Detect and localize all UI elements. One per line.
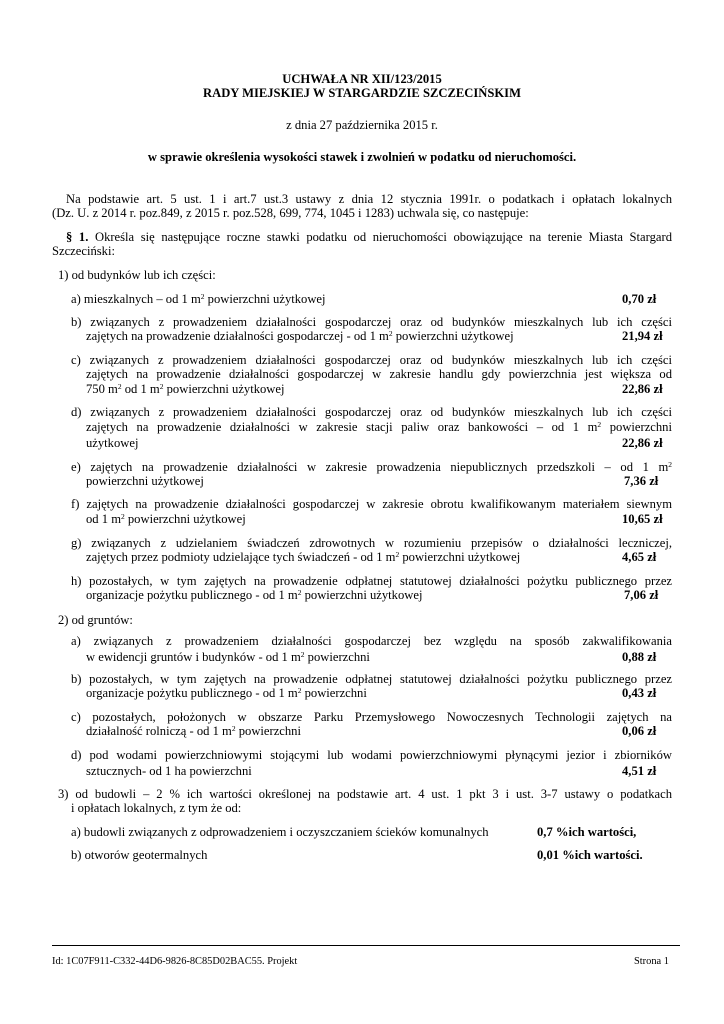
item-1d-amount: 22,86 zł [622,436,663,450]
item-2a-amount: 0,88 zł [622,650,657,664]
preamble-line-1: Na podstawie art. 5 ust. 1 i art.7 ust.3 ustawy z dnia 12 stycznia 1991r. o podatkach i opłatach lokalnych [66,192,672,206]
item-1c-amount: 22,86 zł [622,382,663,396]
item-3b-amount: 0,01 %ich wartości. [537,848,643,862]
resolution-subject: w sprawie określenia wysokości stawek i zwolnień w podatku od nieruchomości. [147,150,577,164]
item-3a-amount: 0,7 %ich wartości, [537,825,637,839]
item-2c-amount: 0,06 zł [622,724,657,738]
item-2d-line-2: sztucznych- od 1 ha powierzchni [86,764,252,778]
item-1d-line-1: d) związanych z prowadzeniem działalności gospodarczej oraz od budynków mieszkalnych lub ich części [71,405,672,419]
page-number: Strona 1 [634,956,669,967]
item-1e-line-2: powierzchni użytkowej [86,474,204,488]
item-1a-line-1: a) mieszkalnych – od 1 $m^2$ powierzchni użytkowej [71,292,326,306]
item-2d-amount: 4,51 zł [622,764,657,778]
item-1f-amount: 10,65 zł [622,512,663,526]
document-id: Id: 1C07F911-C332-44D6-9826-8C85D02BAC55. Projekt [52,956,298,967]
item-2a-line-2: w ewidencji gruntów i budynków - od 1 $m^2$ powierzchni [86,650,370,664]
item-1d-line-3: użytkowej [86,436,139,450]
item-1g-amount: 4,65 zł [622,550,657,564]
item-1e-line-1: e) zajętych na prowadzenie działalności w zakresie prowadzenia niepublicznych przedszkoli – od 1 $m^2$ [71,460,672,474]
item-2c-line-2: działalność rolniczą - od 1 $m^2$ powierzchni [86,724,301,738]
item-2a-line-1: a) związanych z prowadzeniem działalności gospodarczej bez względu na sposób zakwalifikowania [71,634,672,648]
section-2-heading: 2) od gruntów: [58,613,133,627]
item-3b-text: b) otworów geotermalnych [71,848,208,862]
item-1e-amount: 7,36 zł [624,474,659,488]
item-1f-line-2: od 1 $m^2$ powierzchni użytkowej [86,512,246,526]
item-1b-line-2: zajętych na prowadzenie działalności gospodarczej - od 1 $m^2$ powierzchni użytkowej [86,329,514,343]
footer-divider [52,945,680,946]
item-1h-amount: 7,06 zł [624,588,659,602]
item-1f-line-1: f) zajętych na prowadzenie działalności gospodarczej w zakresie obrotu kwalifikowanym materiałem siewnym [71,497,672,511]
item-1c-line-1: c) związanych z prowadzeniem działalności gospodarczej oraz od budynków mieszkalnych lub ich części [71,353,672,367]
paragraph-1-line-2: Szczeciński: [52,244,115,258]
item-1a-amount: 0,70 zł [622,292,657,306]
item-1c-line-3: 750 $m^2$ od 1 $m^2$ powierzchni użytkowej [86,382,285,396]
resolution-title: UCHWAŁA NR XII/123/2015 [282,72,442,86]
item-1c-line-2: zajętych na prowadzenie działalności gospodarczej w zakresie handlu gdy powierzchnia jest większa od [86,367,672,381]
paragraph-1-line-1: § 1. Określa się następujące roczne stawki podatku od nieruchomości obowiązujące na terenie Miasta Stargard [66,230,672,244]
council-name: RADY MIEJSKIEJ W STARGARDZIE SZCZECIŃSKIM [203,86,521,100]
item-2c-line-1: c) pozostałych, położonych w obszarze Parku Przemysłowego Nowoczesnych Technologii zajętych na [71,710,672,724]
item-1h-line-1: h) pozostałych, w tym zajętych na prowadzenie odpłatnej statutowej działalności pożytku publicznego przez [71,574,672,588]
item-2b-amount: 0,43 zł [622,686,657,700]
item-1g-line-1: g) związanych z udzielaniem świadczeń zdrowotnych w rozumieniu przepisów o działalności leczniczej, [71,536,672,550]
item-3a-text: a) budowli związanych z odprowadzeniem i oczyszczaniem ścieków komunalnych [71,825,489,839]
item-2d-line-1: d) pod wodami powierzchniowymi stojącymi lub wodami powierzchniowymi płynącymi jezior i zbiorników [71,748,672,762]
item-2b-line-1: b) pozostałych, w tym zajętych na prowadzenie odpłatnej statutowej działalności pożytku publicznego przez [71,672,672,686]
item-1d-line-2: zajętych na prowadzenie działalności w zakresie stacji paliw oraz bankowości – od 1 $m^2$ powierzchni [86,420,672,434]
section-1-heading: 1) od budynków lub ich części: [58,268,216,282]
resolution-date: z dnia 27 października 2015 r. [286,118,438,132]
item-1b-amount: 21,94 zł [622,329,663,343]
item-1g-line-2: zajętych przez podmioty udzielające tych świadczeń - od 1 $m^2$ powierzchni użytkowej [86,550,521,564]
paragraph-marker: § 1. [66,230,89,244]
item-2b-line-2: organizacje pożytku publicznego - od 1 $m^2$ powierzchni [86,686,367,700]
item-1h-line-2: organizacje pożytku publicznego - od 1 $m^2$ powierzchni użytkowej [86,588,423,602]
section-3-line-2: i opłatach lokalnych, z tym że od: [71,801,242,815]
preamble-line-2: (Dz. U. z 2014 r. poz.849, z 2015 r. poz.528, 699, 774, 1045 i 1283) uchwala się, co następuje: [52,206,529,220]
section-3-line-1: 3) od budowli – 2 % ich wartości określonej na podstawie art. 4 ust. 1 pkt 3 i ust. 3-7 ustawy o podatkach [58,787,672,801]
item-1b-line-1: b) związanych z prowadzeniem działalności gospodarczej oraz od budynków mieszkalnych lub ich części [71,315,672,329]
